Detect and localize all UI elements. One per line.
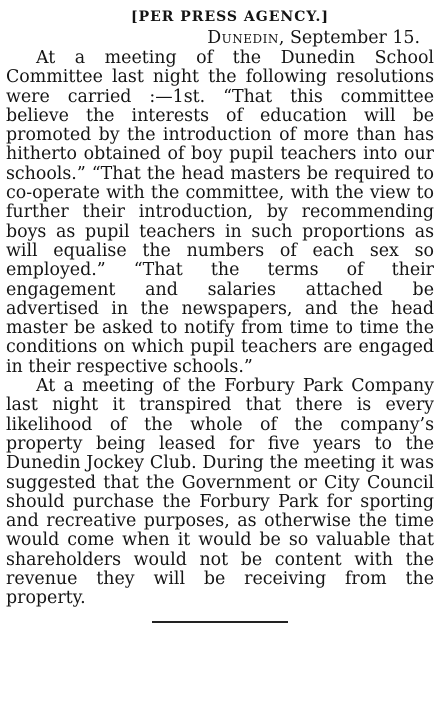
closing-rule <box>152 621 288 623</box>
dateline <box>6 28 434 49</box>
paragraph-forbury-park: At a meeting of the Forbury Park Company last night it transpired that there is every likelihood of the whole of the company’s property being leased for five years to the Dunedin Jockey Club. During the meeting it was suggested that the Government or City Council should purchase the Forbury Park for sporting and recreative purposes, as otherwise the time would come when it would be so valuable that shareholders would not be content with the revenue they will be receiving from the property. <box>6 376 434 609</box>
dateline-city: Dunedin <box>207 28 279 48</box>
press-agency-heading: [PER PRESS AGENCY.] <box>130 9 330 25</box>
dateline-date: , September 15. <box>278 28 420 48</box>
paragraph-school-committee: At a meeting of the Dunedin School Committee last night the following resolutions were carried :—1st. “That this committee believe the interests of education will be promoted by the introduction of more than has hitherto obtained of boy pupil teachers into our schools.” “That the head masters be required to co-operate with the committee, with the view to further their introduction, by recommending boys as pupil teachers in such proportions as will equalise the numbers of each sex so employed.” “That the terms of their engagement and salaries attached be advertised in the newspapers, and the head master be asked to notify from time to time the conditions on which pupil teachers are engaged in their respective schools.” <box>6 48 434 377</box>
